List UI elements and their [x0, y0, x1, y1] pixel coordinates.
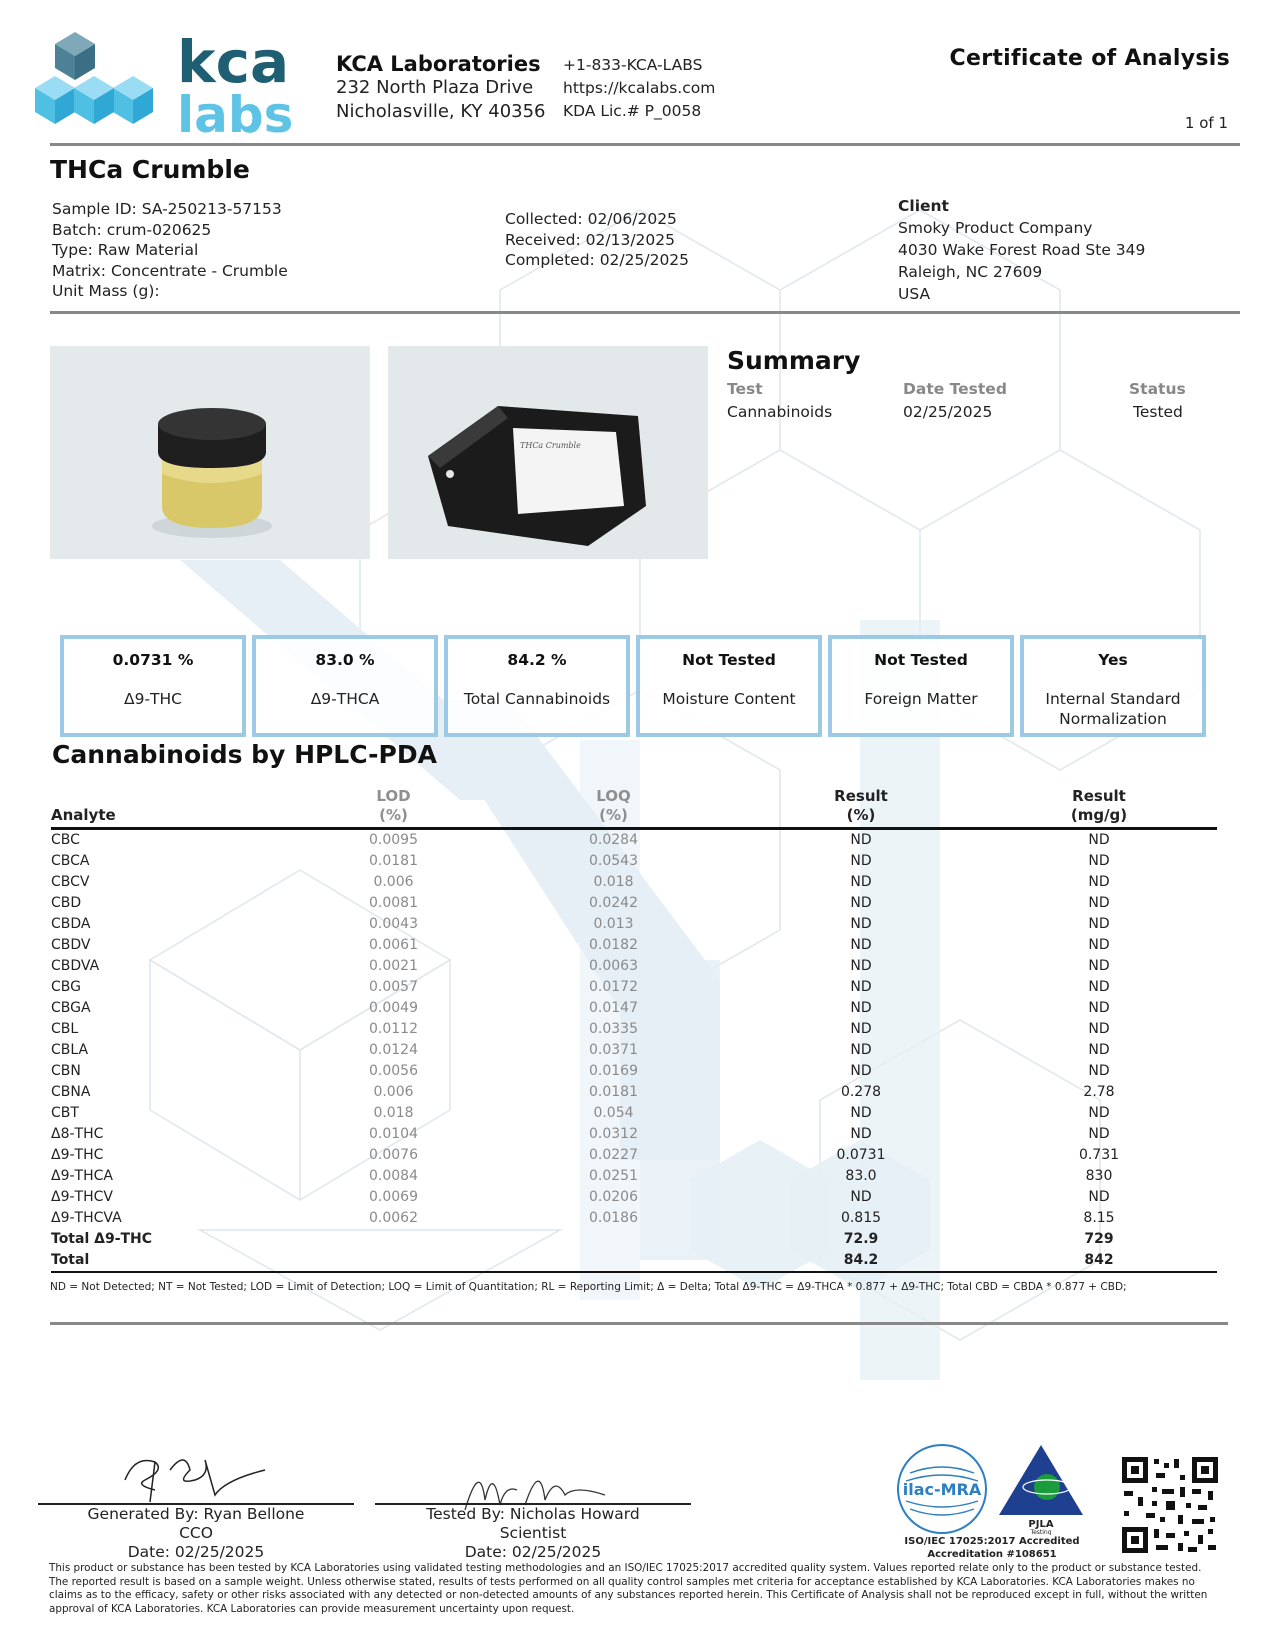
cell-loq: 0.0312: [589, 1126, 638, 1142]
cell-analyte: Δ9-THC: [51, 1147, 104, 1163]
cell-pct: ND: [850, 979, 872, 995]
cell-loq: 0.0543: [589, 853, 638, 869]
cell-loq: 0.0227: [589, 1147, 638, 1163]
kca-labs-logo: [33, 30, 313, 140]
table-header-row: [51, 783, 1217, 829]
cell-analyte: CBD: [51, 895, 82, 911]
cell-mg: ND: [1088, 1063, 1110, 1079]
sample-dates: [505, 209, 689, 271]
cell-lod: 0.0181: [369, 853, 418, 869]
cell-lod: 0.018: [373, 1105, 414, 1121]
cell-loq: 0.0284: [589, 832, 638, 848]
lab-contact-block: [563, 54, 715, 123]
cell-mg: ND: [1088, 895, 1110, 911]
col-result-pct-unit: (%): [846, 806, 876, 824]
cell-analyte: CBDV: [51, 937, 91, 953]
table-row: [51, 1061, 1217, 1082]
cell-mg: 8.15: [1083, 1210, 1115, 1226]
tested-by: Tested By: Nicholas Howard: [426, 1505, 640, 1523]
cell-pct: 0.278: [840, 1084, 882, 1100]
cell-pct: ND: [850, 958, 872, 974]
pjla-logo: [997, 1443, 1085, 1535]
cell-analyte: Δ9-THCV: [51, 1189, 113, 1205]
signature-ryan-bellone: [115, 1440, 275, 1505]
cell-loq: 0.054: [593, 1105, 634, 1121]
cube-icon: [35, 32, 153, 124]
qr-code-icon[interactable]: [1122, 1457, 1218, 1553]
batch: Batch: crum-020625: [52, 220, 212, 239]
key-result-label: Foreign Matter: [864, 690, 978, 708]
table-row: [51, 1040, 1217, 1061]
cell-loq: 0.0147: [589, 1000, 638, 1016]
cell-pct: 72.9: [843, 1231, 879, 1247]
key-result-box: [828, 635, 1014, 737]
cell-mg: ND: [1088, 979, 1110, 995]
key-result-label: Total Cannabinoids: [463, 690, 611, 708]
col-result-pct: [741, 783, 981, 829]
generated-role: CCO: [179, 1524, 213, 1542]
lab-name: KCA Laboratories: [336, 52, 541, 76]
cell-pct: ND: [850, 1189, 872, 1205]
cell-mg: ND: [1088, 1105, 1110, 1121]
table-row: [51, 1187, 1217, 1208]
table-row: [51, 998, 1217, 1019]
cell-analyte: Total Δ9-THC: [51, 1231, 153, 1247]
key-result-box: [252, 635, 438, 737]
client-label: Client: [898, 197, 949, 215]
summary-col-test: Test: [727, 380, 763, 398]
cell-analyte: CBT: [51, 1105, 79, 1121]
cell-analyte: CBCV: [51, 874, 90, 890]
cell-pct: ND: [850, 853, 872, 869]
lab-address-line1: 232 North Plaza Drive: [336, 77, 534, 98]
key-result-box: [444, 635, 630, 737]
cell-lod: 0.0084: [369, 1168, 418, 1184]
cell-loq: 0.018: [593, 874, 634, 890]
pjla-subtext: Testing: [1030, 1529, 1052, 1535]
cell-lod: 0.0057: [369, 979, 418, 995]
signature-block-tested: [375, 1505, 691, 1562]
client-address-line2: Raleigh, NC 27609: [898, 263, 1043, 281]
cell-loq: 0.0182: [589, 937, 638, 953]
cell-mg: ND: [1088, 916, 1110, 932]
cell-lod: 0.006: [373, 1084, 414, 1100]
cell-pct: ND: [850, 916, 872, 932]
table-row: [51, 893, 1217, 914]
cell-lod: 0.0069: [369, 1189, 418, 1205]
col-result-mg-unit: (mg/g): [1070, 806, 1128, 824]
cell-pct: ND: [850, 1063, 872, 1079]
tested-date: Date: 02/25/2025: [464, 1543, 602, 1561]
table-row: [51, 1124, 1217, 1145]
lab-phone: +1-833-KCA-LABS: [563, 56, 703, 74]
key-result-value: 0.0731 %: [112, 651, 194, 669]
ilac-text: ilac-MRA: [902, 1480, 982, 1499]
col-loq: [486, 783, 741, 829]
cell-loq: 0.013: [593, 916, 634, 932]
cell-lod: 0.0043: [369, 916, 418, 932]
summary-date-value: 02/25/2025: [903, 403, 993, 421]
cell-pct: 0.0731: [836, 1147, 886, 1163]
tested-role: Scientist: [499, 1524, 567, 1542]
lab-address-line2: Nicholasville, KY 40356: [336, 101, 546, 122]
col-result-mg: [981, 783, 1217, 829]
unit-mass: Unit Mass (g):: [52, 282, 160, 300]
cell-mg: 842: [1084, 1252, 1114, 1268]
col-lod-label: LOD: [376, 787, 411, 805]
key-result-box: [60, 635, 246, 737]
pjla-text: PJLA: [1028, 1519, 1054, 1530]
table-row: [51, 935, 1217, 956]
summary-col-status: Status: [1129, 380, 1186, 398]
sample-type: Type: Raw Material: [52, 241, 199, 259]
cell-mg: ND: [1088, 958, 1110, 974]
cell-analyte: CBL: [51, 1021, 79, 1037]
cell-mg: ND: [1088, 1021, 1110, 1037]
table-footnote: ND = Not Detected; NT = Not Tested; LOD = Limit of Detection; LOQ = Limit of Quantitation; RL = Reporting Limit; Δ = Delta; Total Δ9-THC = Δ9-THCA * 0.877 + Δ9-THC; Total CBD = CBDA * 0.877 + CBD;: [50, 1281, 1127, 1293]
signature-block-generated: [38, 1505, 354, 1562]
table-row: [51, 829, 1217, 852]
client-info: [898, 195, 1145, 305]
cell-lod: 0.0124: [369, 1042, 418, 1058]
key-result-value: 84.2 %: [507, 651, 567, 669]
key-result-box: [1020, 635, 1206, 737]
key-result-value: 83.0 %: [315, 651, 375, 669]
cannabinoids-table: [51, 783, 1217, 1273]
cell-mg: ND: [1088, 1042, 1110, 1058]
table-row: [51, 1019, 1217, 1040]
cell-loq: 0.0063: [589, 958, 638, 974]
product-photo-bag: [388, 346, 708, 559]
key-result-label: Internal Standard Normalization: [1045, 690, 1181, 728]
cell-analyte: CBNA: [51, 1084, 91, 1100]
table-row: [51, 1166, 1217, 1187]
cell-mg: 729: [1084, 1231, 1114, 1247]
col-analyte: Analyte: [51, 806, 116, 824]
key-result-label: Moisture Content: [662, 690, 796, 708]
logo-text-labs: labs: [177, 86, 294, 140]
cell-mg: ND: [1088, 1189, 1110, 1205]
document-title: Certificate of Analysis: [949, 46, 1230, 71]
table-total-row: [51, 1229, 1217, 1250]
key-result-label: Δ9-THCA: [310, 690, 380, 708]
cell-lod: [301, 1229, 486, 1250]
col-loq-unit: (%): [599, 806, 628, 824]
cell-mg: ND: [1088, 832, 1110, 848]
cell-lod: 0.0021: [369, 958, 418, 974]
iso-line1: ISO/IEC 17025:2017 Accredited: [904, 1536, 1080, 1547]
cell-lod: 0.0061: [369, 937, 418, 953]
cell-analyte: CBC: [51, 832, 80, 848]
cell-pct: ND: [850, 1105, 872, 1121]
summary-title: Summary: [727, 346, 861, 375]
cell-analyte: Δ8-THC: [51, 1126, 104, 1142]
cell-lod: 0.0081: [369, 895, 418, 911]
page-number: 1 of 1: [1184, 114, 1228, 132]
matrix: Matrix: Concentrate - Crumble: [52, 261, 288, 280]
product-title: THCa Crumble: [50, 155, 250, 184]
cell-lod: 0.0076: [369, 1147, 418, 1163]
cell-analyte: Δ9-THCA: [51, 1168, 113, 1184]
cell-analyte: CBG: [51, 979, 81, 995]
cell-loq: 0.0371: [589, 1042, 638, 1058]
logo-text-kca: kca: [177, 30, 290, 96]
cell-pct: 84.2: [843, 1252, 879, 1268]
cell-analyte: Total: [51, 1252, 90, 1268]
table-row: [51, 851, 1217, 872]
sample-info: [52, 199, 288, 302]
iso-accreditation-text: [902, 1535, 1082, 1561]
cell-lod: [301, 1250, 486, 1272]
product-photo-jar: [50, 346, 370, 559]
summary-col-date: Date Tested: [903, 380, 1007, 398]
cell-lod: 0.0112: [369, 1021, 418, 1037]
cell-mg: ND: [1088, 874, 1110, 890]
table-row: [51, 1145, 1217, 1166]
table-total-row: [51, 1250, 1217, 1272]
completed-date: Completed: 02/25/2025: [505, 251, 690, 269]
table-row: [51, 977, 1217, 998]
ilac-mra-logo: [896, 1443, 988, 1535]
cell-lod: 0.0049: [369, 1000, 418, 1016]
lab-website-link[interactable]: https://kcalabs.com: [563, 79, 716, 97]
summary-status-value: Tested: [1133, 403, 1183, 421]
cell-loq: 0.0169: [589, 1063, 638, 1079]
cell-lod: 0.0062: [369, 1210, 418, 1226]
cannabinoids-section-title: Cannabinoids by HPLC-PDA: [52, 740, 437, 769]
summary-test-value: Cannabinoids: [727, 403, 833, 421]
table-row: [51, 1103, 1217, 1124]
cell-analyte: CBGA: [51, 1000, 91, 1016]
table-row: [51, 956, 1217, 977]
col-lod-unit: (%): [379, 806, 408, 824]
cell-loq: [486, 1229, 741, 1250]
cell-lod: 0.0056: [369, 1063, 418, 1079]
cell-analyte: CBDA: [51, 916, 91, 932]
key-result-label: Δ9-THC: [123, 690, 182, 708]
collected-date: Collected: 02/06/2025: [505, 210, 677, 228]
client-name: Smoky Product Company: [898, 219, 1093, 237]
cell-loq: 0.0242: [589, 895, 638, 911]
disclaimer-text: This product or substance has been tested by KCA Laboratories using validated testing methodologies and an ISO/IEC 17025:2017 accredited quality system. Values reported relate only to the product or substance tested. The reported result is based on a sample weight. Unless otherwise stated, results of tests performed on all quality control samples met criteria for acceptance established by KCA Laboratories. KCA Laboratories makes no claims as to the efficacy, safety or other risks associated with any detected or non-detected amounts of any substances reported herein. This Certificate of Analysis shall not be reproduced except in full, without the written approval of KCA Laboratories. KCA Laboratories can provide measurement uncertainty upon request.: [49, 1562, 1208, 1615]
lab-address-block: [336, 52, 546, 124]
cell-loq: 0.0181: [589, 1084, 638, 1100]
col-result-pct-label: Result: [834, 787, 888, 805]
table-row: [51, 1082, 1217, 1103]
cell-mg: ND: [1088, 853, 1110, 869]
cell-pct: 0.815: [840, 1210, 882, 1226]
cell-mg: ND: [1088, 937, 1110, 953]
key-result-box: [636, 635, 822, 737]
cell-lod: 0.0095: [369, 832, 418, 848]
key-result-value: Not Tested: [682, 651, 776, 669]
key-result-value: Not Tested: [874, 651, 968, 669]
cell-pct: 83.0: [845, 1168, 877, 1184]
sample-id: Sample ID: SA-250213-57153: [52, 200, 282, 218]
cell-pct: ND: [850, 874, 872, 890]
cell-pct: ND: [850, 1126, 872, 1142]
key-result-value: Yes: [1098, 651, 1128, 669]
client-country: USA: [898, 285, 931, 303]
cell-pct: ND: [850, 1021, 872, 1037]
col-result-mg-label: Result: [1072, 787, 1126, 805]
cell-loq: 0.0186: [589, 1210, 638, 1226]
cell-loq: 0.0335: [589, 1021, 638, 1037]
table-row: [51, 1208, 1217, 1229]
cell-pct: ND: [850, 937, 872, 953]
cell-loq: 0.0251: [589, 1168, 638, 1184]
cell-mg: ND: [1088, 1000, 1110, 1016]
cell-analyte: CBDVA: [51, 958, 100, 974]
cell-mg: 2.78: [1083, 1084, 1115, 1100]
table-row: [51, 872, 1217, 893]
header-divider: [50, 143, 1240, 146]
cell-mg: 830: [1085, 1168, 1113, 1184]
cell-mg: 0.731: [1078, 1147, 1120, 1163]
col-loq-label: LOQ: [596, 787, 631, 805]
table-row: [51, 914, 1217, 935]
iso-line2: Accreditation #108651: [927, 1549, 1057, 1560]
table-bottom-divider: [50, 1322, 1228, 1325]
info-divider: [50, 311, 1240, 314]
bag-label-handwriting: THCa Crumble: [520, 441, 581, 450]
col-lod: [301, 783, 486, 829]
cell-analyte: CBCA: [51, 853, 90, 869]
cell-pct: ND: [850, 1042, 872, 1058]
lab-license: KDA Lic.# P_0058: [563, 102, 702, 120]
cell-analyte: CBLA: [51, 1042, 89, 1058]
cell-loq: 0.0206: [589, 1189, 638, 1205]
received-date: Received: 02/13/2025: [505, 230, 676, 249]
client-address-line1: 4030 Wake Forest Road Ste 349: [898, 241, 1146, 259]
cell-loq: 0.0172: [589, 979, 638, 995]
cell-analyte: CBN: [51, 1063, 81, 1079]
cell-pct: ND: [850, 832, 872, 848]
cell-lod: 0.006: [373, 874, 414, 890]
generated-date: Date: 02/25/2025: [127, 1543, 265, 1561]
generated-by: Generated By: Ryan Bellone: [87, 1505, 305, 1523]
cell-analyte: Δ9-THCVA: [51, 1210, 122, 1226]
cell-loq: [486, 1250, 741, 1272]
cell-pct: ND: [850, 1000, 872, 1016]
cell-mg: ND: [1088, 1126, 1110, 1142]
cell-pct: ND: [850, 895, 872, 911]
cell-lod: 0.0104: [369, 1126, 418, 1142]
